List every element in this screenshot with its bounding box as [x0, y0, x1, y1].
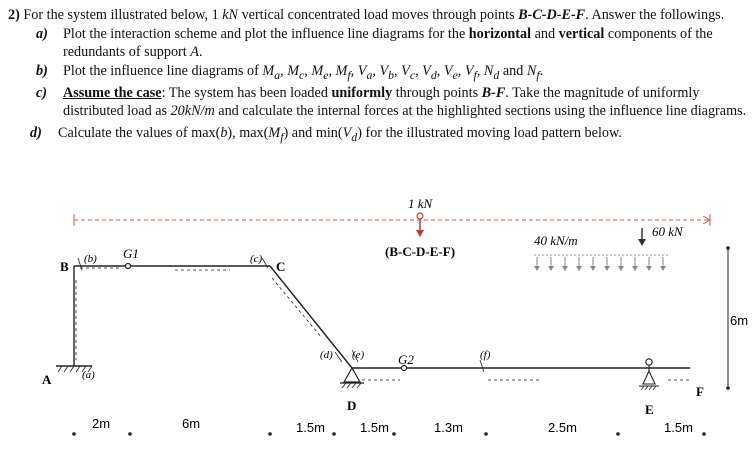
node-a: A	[42, 372, 52, 387]
dimension-ticks	[72, 432, 706, 436]
section-e: (e)	[352, 349, 365, 361]
dim-1: 2m	[92, 416, 111, 431]
path-label: (B-C-D-E-F)	[385, 244, 456, 259]
hinge-g1	[126, 264, 131, 269]
node-e: E	[645, 402, 654, 417]
node-d: D	[347, 398, 357, 413]
hinge-g1-label: G1	[123, 246, 139, 261]
section-d: (d)	[320, 349, 333, 361]
question-b: b) Plot the influence line diagrams of $M_a$, $M_c$, $M_e$, $M_f$, $V_a$, $V_b$, $V_c$, $V_d$, $V_e$, $V_f$, $N_d$ and $N_f$.	[36, 62, 544, 82]
dim-5: 1.3m	[434, 420, 463, 435]
question-c: c) Assume the case: The system has been loaded uniformly through points B-F. Take the magnitude of uniformly distributed load as 20kN/m and calculate the internal forces at the highlighted sections using the influence line diagrams.	[36, 84, 747, 120]
section-f: (f)	[480, 349, 491, 361]
dim-7: 1.5m	[664, 420, 693, 435]
section-c: (c)	[250, 253, 263, 265]
question-intro: 2) For the system illustrated below, 1 kN vertical concentrated load moves through points B-C-D-E-F. Answer the followings.	[8, 7, 725, 23]
frame-members	[74, 266, 690, 368]
dim-3: 1.5m	[296, 420, 325, 435]
point-load-label: 60 kN	[652, 224, 683, 239]
moving-load-label: 1 kN	[408, 196, 433, 211]
moving-load-pin	[417, 213, 423, 219]
node-f: F	[696, 384, 704, 399]
udl-arrows	[537, 257, 663, 267]
udl-label: 40 kN/m	[534, 233, 578, 248]
node-c: C	[276, 259, 286, 274]
dim-4: 1.5m	[360, 420, 389, 435]
support-e	[646, 359, 652, 365]
dim-6: 2.5m	[548, 420, 577, 435]
question-a: a) Plot the interaction scheme and plot the influence line diagrams for the horizontal and vertical components of the redundants of support A.	[36, 25, 713, 60]
question-d: d) Calculate the values of max(b), $\max(M_f)$ and $\min(V_d)$ for the illustrated moving load pattern below.	[30, 124, 622, 144]
section-b: (b)	[84, 253, 97, 265]
section-a: (a)	[82, 369, 95, 381]
support-d	[344, 368, 360, 382]
dim-2: 6m	[182, 416, 201, 431]
node-b: B	[60, 259, 69, 274]
hinge-g2-label: G2	[398, 352, 414, 367]
height-dim-label: 6m	[730, 313, 749, 328]
